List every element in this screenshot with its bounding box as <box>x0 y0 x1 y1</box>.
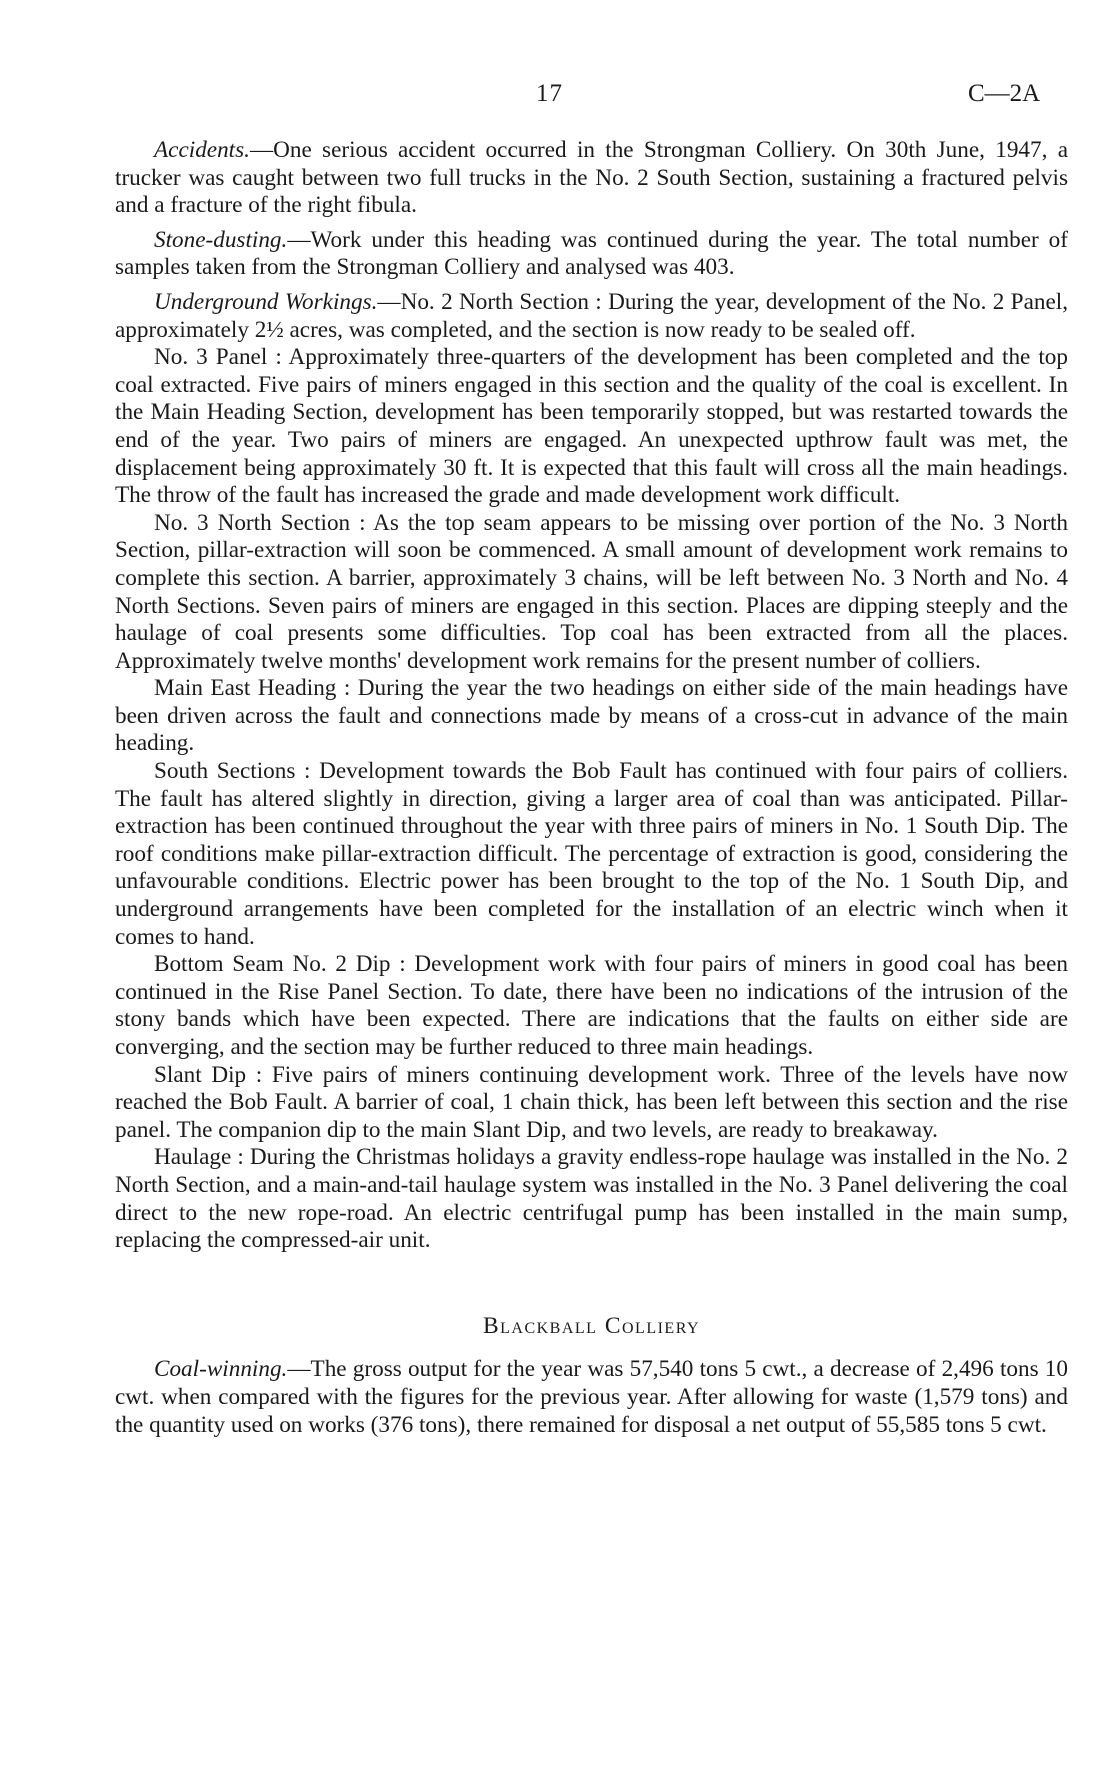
paragraph-lead: Coal-winning. <box>154 1356 288 1383</box>
paragraph-accidents <box>115 137 1068 220</box>
paragraph-south-sections: South Sections : Development towards the Bob Fault has continued with four pairs of colliers. The fault has altered slightly in direction, giving a larger area of coal than was anticipated. Pillar-extraction has been continued throughout the year with three pairs of miners in No. 1 South Dip. The roof conditions make pillar-extraction difficult. The percentage of extraction is good, considering the unfavourable conditions. Electric power has been brought to the top of the No. 1 South Dip, and underground arrangements have been completed for the installation of an electric winch when it comes to hand. <box>115 758 1068 950</box>
paragraph-lead: Stone-dusting. <box>154 226 288 253</box>
paragraph-text: —One serious accident occurred in the Strongman Colliery. On 30th June, 1947, a trucker was caught between two full trucks in the No. 2 South Section, sustaining a fractured pelvis and a fracture of the right fibula. <box>115 137 1068 219</box>
paragraph-lead: Underground Workings. <box>154 288 378 315</box>
paragraph-bottom-seam: Bottom Seam No. 2 Dip : Development work with four pairs of miners in good coal has been continued in the Rise Panel Section. To date, there have been no indications of the intrusion of the stony bands which have been expected. There are indications that the faults on either side are converging, and the section may be further reduced to three main headings. <box>115 951 1068 1060</box>
paragraph-underground-workings <box>115 289 1068 344</box>
page-number: 17 <box>536 80 563 107</box>
paragraph-text: —Work under this heading was continued during the year. The total number of samples taken from the Strongman Colliery and analysed was 403. <box>115 226 1068 281</box>
paragraph-slant-dip: Slant Dip : Five pairs of miners continuing development work. Three of the levels have now reached the Bob Fault. A barrier of coal, 1 chain thick, has been left between this section and the rise panel. The companion dip to the main Slant Dip, and two levels, are ready to breakaway. <box>115 1061 1068 1143</box>
paragraph-haulage: Haulage : During the Christmas holidays a gravity endless-rope haulage was installed in the No. 2 North Section, and a main-and-tail haulage system was installed in the No. 3 Panel delivering the coal direct to the new rope-road. An electric centrifugal pump has been installed in the main sump, replacing the compressed-air unit. <box>115 1144 1068 1254</box>
paragraph-coal-winning <box>115 1356 1068 1439</box>
paragraph-text: —No. 2 North Section : During the year, development of the No. 2 Panel, approximately 2½ acres, was completed, and the section is now ready to be sealed off. <box>115 288 1068 343</box>
paragraph-text: —The gross output for the year was 57,540 tons 5 cwt., a decrease of 2,496 tons 10 cwt. when compared with the figures for the previous year. After allowing for waste (1,579 tons) and the quantity used on works (376 tons), there remained for disposal a net output of 55,585 tons 5 cwt. <box>115 1356 1068 1438</box>
document-body <box>115 137 1068 1439</box>
paragraph-stone-dusting <box>115 227 1068 282</box>
paragraph-no3-north-section: No. 3 North Section : As the top seam appears to be missing over portion of the No. 3 North Section, pillar-extraction will soon be commenced. A small amount of development work remains to complete this section. A barrier, approximately 3 chains, will be left between No. 3 North and No. 4 North Sections. Seven pairs of miners are engaged in this section. Places are dipping steeply and the haulage of coal presents some difficulties. Top coal has been extracted from all the places. Approximately twelve months' development work remains for the present number of colliers. <box>115 509 1068 674</box>
paragraph-no3-panel: No. 3 Panel : Approximately three-quarters of the development has been completed and the top coal extracted. Five pairs of miners engaged in this section and the quality of the coal is excellent. In the Main Heading Section, development has been temporarily stopped, but was restarted towards the end of the year. Two pairs of miners are engaged. An unexpected upthrow fault was met, the displacement being approximately 30 ft. It is expected that this fault will cross all the main headings. The throw of the fault has increased the grade and made development work difficult. <box>115 344 1068 509</box>
paragraph-main-east-heading: Main East Heading : During the year the two headings on either side of the main headings have been driven across the fault and connections made by means of a cross-cut in advance of the main heading. <box>115 675 1068 757</box>
page-header <box>0 80 1114 116</box>
section-heading-blackball: Blackball Colliery <box>482 1312 701 1339</box>
document-code: C—2A <box>968 80 1041 107</box>
paragraph-lead: Accidents. <box>154 137 250 163</box>
